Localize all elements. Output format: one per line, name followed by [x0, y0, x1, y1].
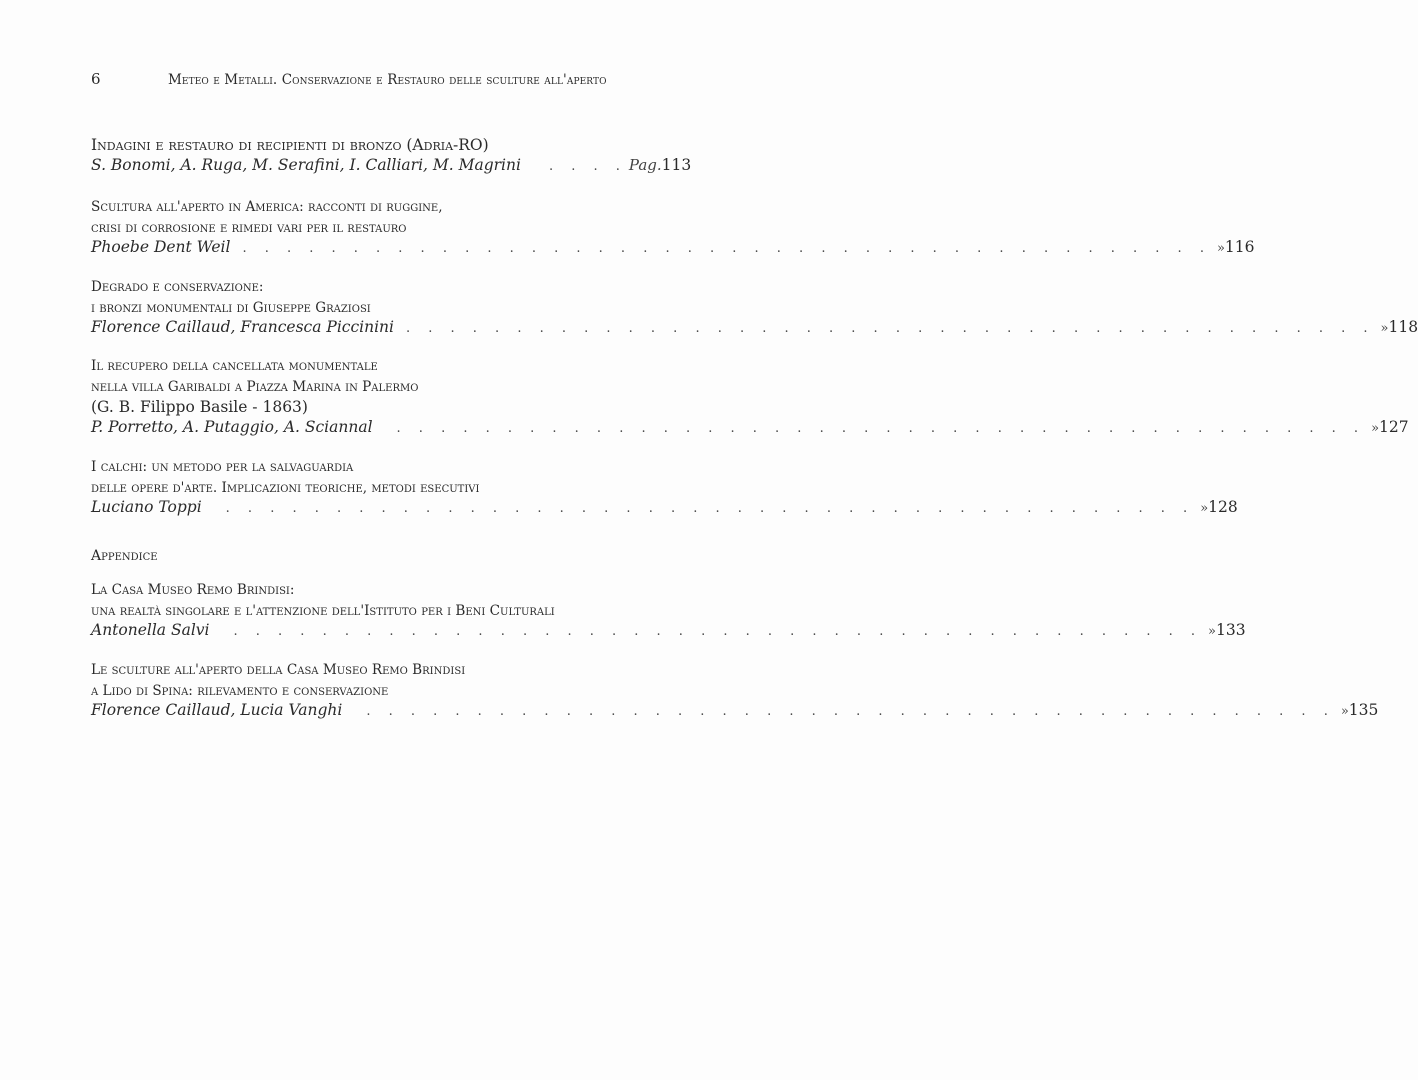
page-ref-label: »	[1216, 241, 1225, 256]
toc-entry	[91, 356, 1409, 441]
toc-entry	[91, 277, 1418, 341]
running-head: Meteo e Metalli. Conservazione e Restauro delle sculture all'aperto	[168, 72, 607, 88]
appendix-heading: Appendice	[91, 548, 158, 564]
dot-leader: . . . .	[548, 159, 627, 174]
entry-title-line: (G. B. Filippo Basile - 1863)	[91, 398, 308, 416]
page-ref-label: »	[1380, 321, 1389, 336]
toc-entry	[91, 197, 1255, 261]
entry-title-line: Indagini e restauro di recipienti di bronzo (Adria-RO)	[91, 136, 489, 154]
entry-title-line: Scultura all'aperto in America: racconti di ruggine,	[91, 199, 443, 215]
page-ref-number: 127	[1379, 417, 1409, 436]
page-ref-number: 133	[1216, 621, 1246, 639]
entry-authors: Antonella Salvi	[91, 621, 210, 639]
dot-leader: . . . . . . . . . . . . . . . . . . . . . . . . . . . . . . . . . . . . . . . . . . . .	[242, 241, 1211, 256]
toc-entry	[91, 580, 1246, 644]
toc-entry	[91, 457, 1238, 521]
dot-leader: . . . . . . . . . . . . . . . . . . . . . . . . . . . . . . . . . . . . . . . . . . . .	[366, 704, 1335, 719]
page-ref-number: 128	[1208, 498, 1238, 516]
entry-title-line: La Casa Museo Remo Brindisi:	[91, 582, 295, 598]
page-ref-label: »	[1340, 704, 1349, 719]
entry-author-row	[91, 621, 1246, 644]
page-ref-label: Pag.	[628, 156, 662, 174]
dot-leader: . . . . . . . . . . . . . . . . . . . . . . . . . . . . . . . . . . . . . . . . . . . .	[225, 501, 1195, 516]
entry-author-row	[91, 238, 1255, 261]
entry-title-line: crisi di corrosione e rimedi vari per il restauro	[91, 219, 407, 236]
page-ref-label: »	[1208, 624, 1216, 639]
entry-authors: Luciano Toppi	[91, 498, 202, 516]
entry-author-row	[91, 318, 1418, 341]
entry-title-line: Degrado e conservazione:	[91, 279, 264, 295]
page-ref-label: »	[1200, 501, 1209, 516]
entry-title-line: una realtà singolare e l'attenzione dell'Istituto per i Beni Culturali	[91, 602, 555, 619]
page-ref-number: 113	[661, 156, 692, 174]
toc-entry	[91, 135, 692, 179]
entry-author-row	[91, 701, 1379, 724]
entry-authors: Florence Caillaud, Francesca Piccinini	[91, 318, 394, 336]
page-ref-number: 135	[1348, 701, 1379, 719]
entry-author-row	[91, 417, 1409, 441]
toc-entry	[91, 660, 1379, 724]
dot-leader: . . . . . . . . . . . . . . . . . . . . . . . . . . . . . . . . . . . . . . . . . . . .	[396, 420, 1366, 436]
entry-title-line: a Lido di Spina: rilevamento e conservazione	[91, 682, 389, 699]
entry-title-line: i bronzi monumentali di Giuseppe Graziosi	[91, 299, 371, 316]
entry-author-row	[91, 498, 1238, 521]
page-ref-label: »	[1371, 420, 1380, 436]
dot-leader: . . . . . . . . . . . . . . . . . . . . . . . . . . . . . . . . . . . . . . . . . . . .	[406, 321, 1375, 336]
entry-title-line: I calchi: un metodo per la salvaguardia	[91, 459, 354, 475]
dot-leader: . . . . . . . . . . . . . . . . . . . . . . . . . . . . . . . . . . . . . . . . . . . .	[233, 624, 1203, 639]
entry-title-line: Il recupero della cancellata monumentale	[91, 358, 378, 374]
entry-authors: Phoebe Dent Weil	[91, 238, 231, 256]
page-ref-number: 116	[1224, 238, 1255, 256]
page-number: 6	[91, 70, 101, 88]
page-ref-number: 118	[1388, 318, 1418, 336]
entry-authors: P. Porretto, A. Putaggio, A. Sciannal	[91, 417, 373, 436]
entry-authors: S. Bonomi, A. Ruga, M. Serafini, I. Calliari, M. Magrini	[91, 156, 521, 174]
entry-title-line: Le sculture all'aperto della Casa Museo Remo Brindisi	[91, 662, 466, 678]
entry-title-line: delle opere d'arte. Implicazioni teoriche, metodi esecutivi	[91, 479, 480, 496]
entry-authors: Florence Caillaud, Lucia Vanghi	[91, 701, 343, 719]
entry-title-line: nella villa Garibaldi a Piazza Marina in Palermo	[91, 378, 419, 395]
entry-author-row	[91, 156, 692, 179]
